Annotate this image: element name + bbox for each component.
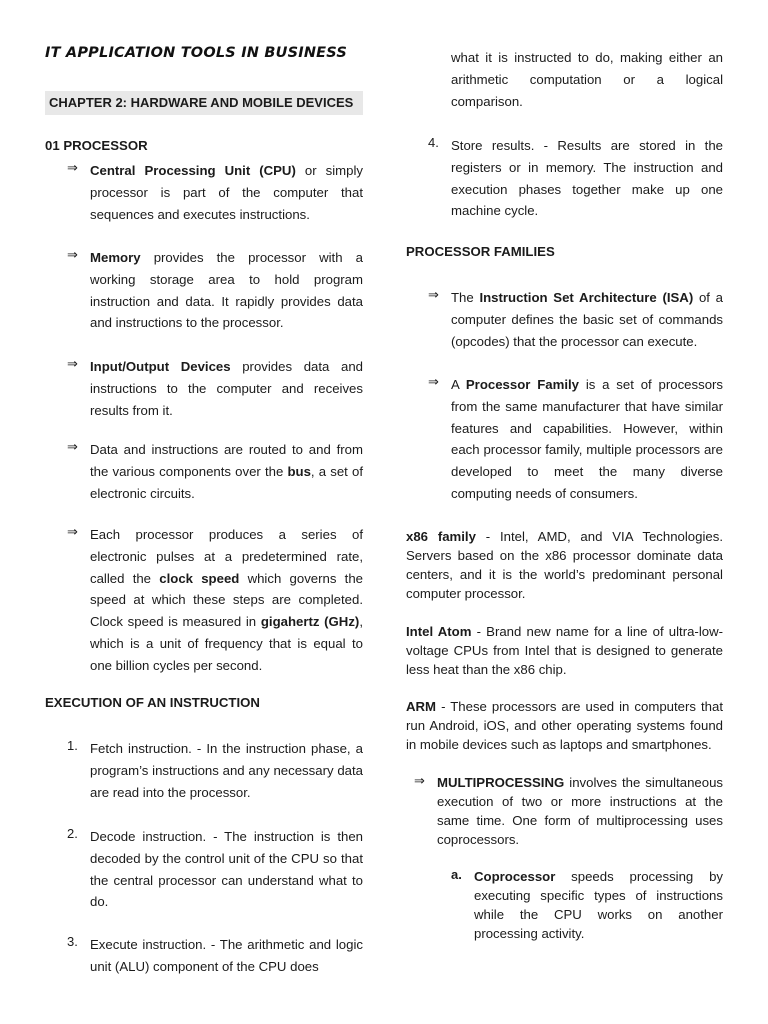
arrow-icon: ⇒ bbox=[428, 374, 439, 389]
arrow-icon: ⇒ bbox=[67, 356, 78, 371]
processor-heading: 01 PROCESSOR bbox=[45, 138, 148, 153]
document-title: IT APPLICATION TOOLS IN BUSINESS bbox=[45, 45, 348, 61]
x86-paragraph: x86 family - Intel, AMD, and VIA Technologies. Servers based on the x86 processor dominate data centers, and it is the world’s predominant personal computer processor. bbox=[406, 529, 724, 601]
arrow-icon: ⇒ bbox=[428, 287, 439, 302]
arrow-icon: ⇒ bbox=[67, 439, 78, 454]
arrow-icon: ⇒ bbox=[67, 247, 78, 262]
intel-atom-paragraph: Intel Atom - Brand new name for a line of ultra-low-voltage CPUs from Intel that is designed to generate less heat than the x86 chip. bbox=[406, 624, 723, 677]
arm-paragraph: ARM - These processors are used in computers that run Android, iOS, and other operating systems found in mobile devices such as laptops and smartphones. bbox=[406, 699, 723, 752]
arrow-icon: ⇒ bbox=[67, 524, 78, 539]
execution-heading: EXECUTION OF AN INSTRUCTION bbox=[45, 695, 260, 710]
arrow-icon: ⇒ bbox=[67, 160, 78, 175]
arrow-icon: ⇒ bbox=[414, 773, 425, 788]
chapter-heading: CHAPTER 2: HARDWARE AND MOBILE DEVICES bbox=[45, 91, 363, 115]
processor-families-heading: PROCESSOR FAMILIES bbox=[406, 244, 555, 259]
